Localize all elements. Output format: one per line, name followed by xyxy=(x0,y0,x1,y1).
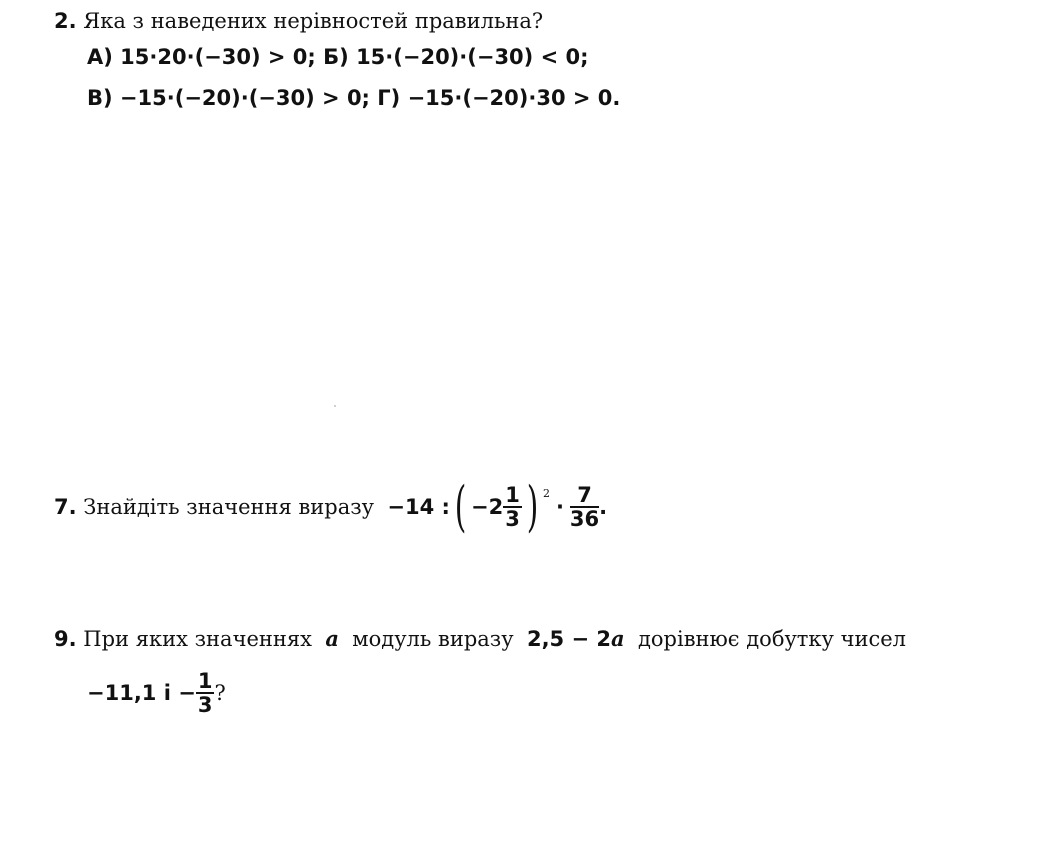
option-a-expr: 15·20·(−30) > 0; xyxy=(120,45,316,69)
problem-7-number: 7. xyxy=(54,495,77,519)
problem-7 xyxy=(54,472,607,542)
problem-9-expr: 2,5 − 2 xyxy=(526,627,611,651)
one-third-denominator: 3 xyxy=(197,693,213,717)
option-d-label: Г) xyxy=(377,86,401,110)
open-paren: ( xyxy=(454,475,467,538)
option-d-expr: −15·(−20)·30 > 0. xyxy=(407,86,621,110)
scan-speck xyxy=(334,405,336,407)
power-exponent: 2 xyxy=(542,486,550,500)
problem-9-line2-text: −11,1 і − xyxy=(87,681,196,705)
one-third-numerator: 1 xyxy=(197,668,213,693)
option-a-label: А) xyxy=(87,45,113,69)
fraction-numerator: 7 xyxy=(570,484,599,508)
one-third-fraction xyxy=(196,670,215,716)
problem-9-text-a: При яких значеннях xyxy=(83,627,312,651)
problem-9-number: 9. xyxy=(54,627,77,651)
mixed-whole: −2 xyxy=(471,495,504,519)
close-paren: ) xyxy=(526,475,539,538)
option-c-expr: −15·(−20)·(−30) > 0; xyxy=(119,86,370,110)
problem-2-question: Яка з наведених нерівностей правильна? xyxy=(83,9,544,33)
variable-a: a xyxy=(325,626,339,651)
fraction-denominator: 36 xyxy=(569,507,600,531)
expr-variable-a: a xyxy=(611,626,625,651)
problem-7-text: Знайдіть значення виразу xyxy=(83,495,375,519)
problem-2-number: 2. xyxy=(54,9,77,33)
problem-7-expr-prefix: −14 : xyxy=(387,495,450,519)
problem-9-end: ? xyxy=(214,681,226,705)
problem-2-options-row-1 xyxy=(87,45,589,69)
problem-2-header xyxy=(54,9,543,33)
mixed-fraction xyxy=(503,484,522,530)
problem-9-text-c: дорівнює добутку чисел xyxy=(637,627,906,651)
problem-9-line-2 xyxy=(87,662,226,724)
times-dot: · xyxy=(555,495,564,519)
mixed-fraction-numerator: 1 xyxy=(505,482,520,507)
option-b-expr: 15·(−20)·(−30) < 0; xyxy=(356,45,589,69)
mixed-fraction-denominator: 3 xyxy=(505,507,520,531)
seven-thirtysixths-fraction xyxy=(570,484,599,530)
problem-2-options-row-2 xyxy=(87,86,620,110)
option-c-label: В) xyxy=(87,86,113,110)
problem-9-line-1 xyxy=(54,626,906,651)
problem-9-text-b: модуль виразу xyxy=(352,627,514,651)
problem-7-end: . xyxy=(599,495,608,519)
option-b-label: Б) xyxy=(323,45,349,69)
